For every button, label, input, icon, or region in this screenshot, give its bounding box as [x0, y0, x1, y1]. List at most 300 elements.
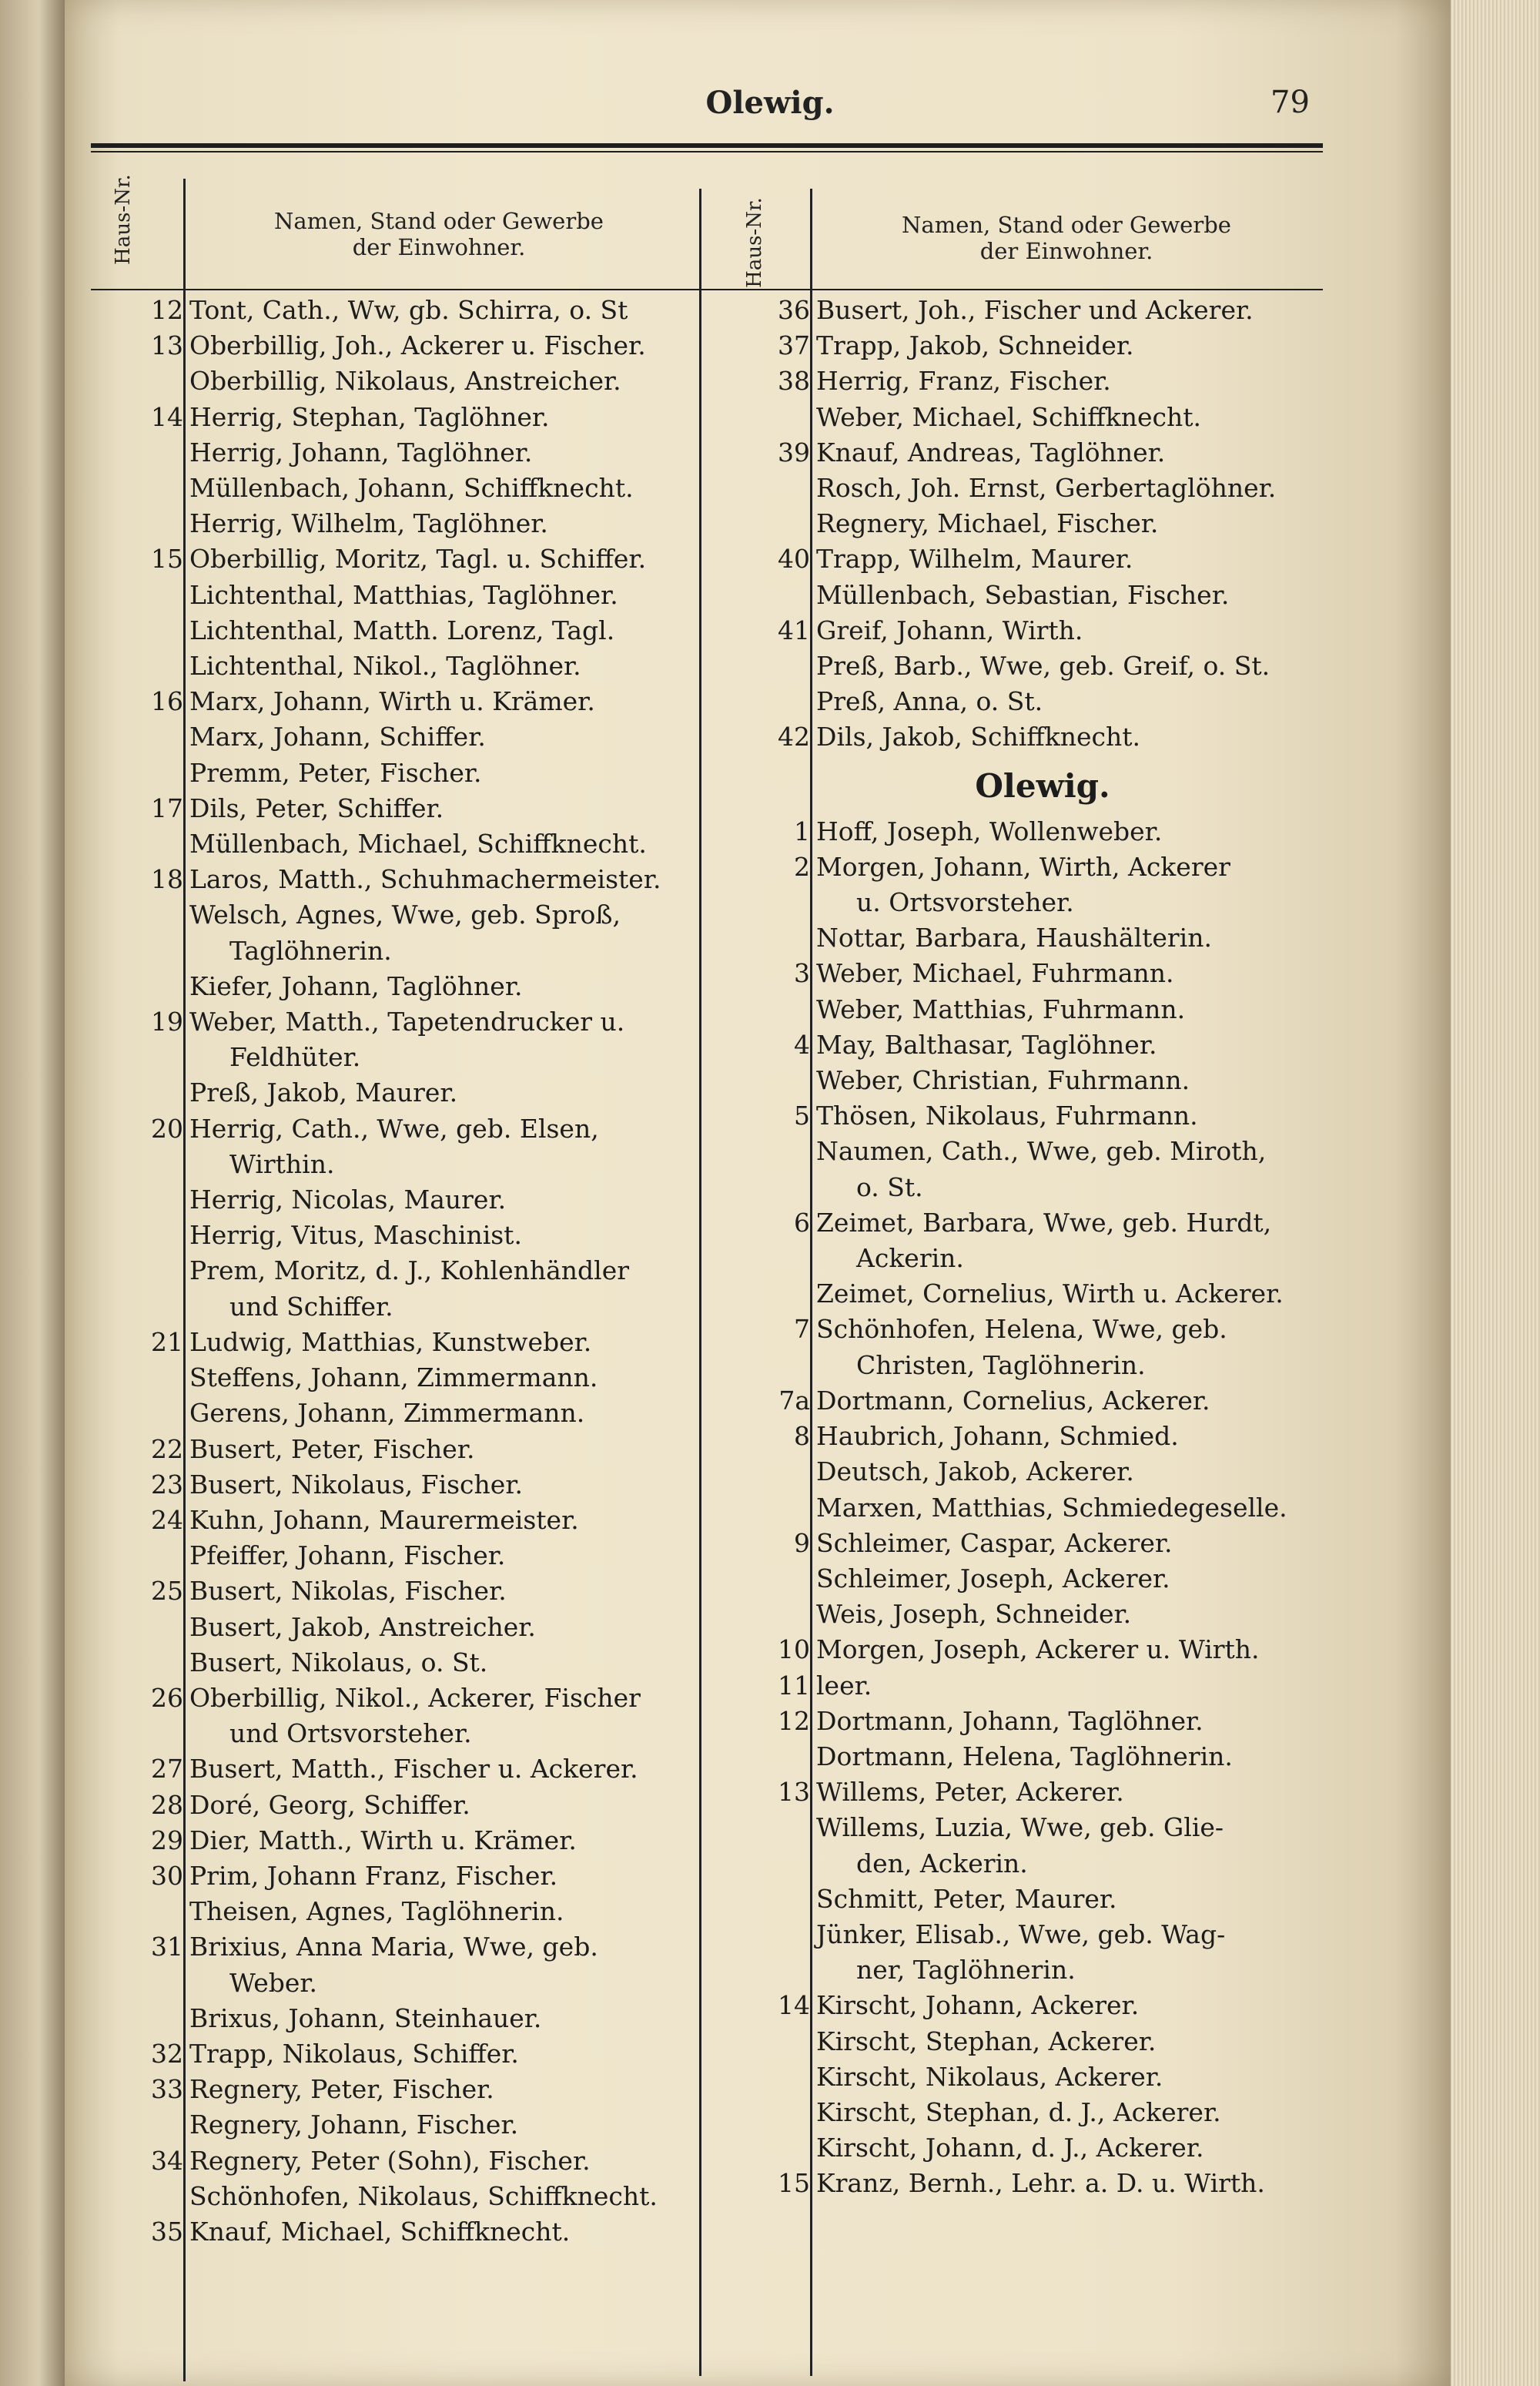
resident-text: Weber, Michael, Fuhrmann.: [816, 958, 1174, 989]
resident-text: Busert, Nikolaus, Fischer.: [189, 1469, 523, 1500]
house-number: [123, 1965, 189, 2001]
house-number: 25: [151, 1576, 183, 1607]
house-number: 19: [151, 1007, 183, 1037]
resident-entry: [123, 826, 708, 862]
resident-entry: [750, 814, 1335, 850]
house-number: [123, 1040, 189, 1075]
resident-entry: [750, 956, 1335, 991]
house-number: [750, 1597, 816, 1632]
house-number: [123, 1538, 189, 1573]
house-number: [750, 1561, 816, 1597]
house-number: [750, 920, 816, 956]
page-stack-edge: [1451, 0, 1540, 2386]
resident-entry: [750, 1526, 1335, 1561]
house-number: [750, 1952, 816, 1988]
house-number: [123, 1396, 189, 1431]
resident-entry: [123, 1075, 708, 1111]
resident-entry: [750, 1988, 1335, 2023]
house-number: [123, 613, 189, 648]
house-number: 39: [778, 437, 810, 467]
resident-entry: [123, 293, 708, 328]
resident-entry: [750, 1063, 1335, 1098]
resident-text: Rosch, Joh. Ernst, Gerbertaglöhner.: [816, 473, 1277, 504]
resident-text: Regnery, Johann, Fischer.: [189, 2110, 519, 2140]
resident-entry: [750, 1846, 1335, 1882]
resident-text: Gerens, Johann, Zimmermann.: [189, 1398, 585, 1429]
house-number: [750, 1134, 816, 1169]
column-header-rule: [91, 289, 1323, 290]
resident-text: Trapp, Wilhelm, Maurer.: [816, 544, 1133, 575]
resident-text: Weber, Michael, Schiffknecht.: [816, 401, 1201, 432]
house-number: [750, 1846, 816, 1882]
resident-text: Herrig, Vitus, Maschinist.: [189, 1220, 522, 1251]
resident-entry: [750, 2024, 1335, 2059]
resident-entry: [123, 2143, 708, 2179]
resident-text: o. St.: [856, 1171, 923, 1202]
resident-text: Busert, Joh., Fischer und Ackerer.: [816, 295, 1254, 325]
resident-text: Steffens, Johann, Zimmermann.: [189, 1362, 598, 1393]
house-number: 27: [151, 1754, 183, 1784]
house-number: 38: [778, 366, 810, 397]
house-number: [123, 1716, 189, 1751]
resident-entry: [750, 1205, 1335, 1241]
resident-entry: [123, 897, 708, 933]
resident-entry: [750, 1098, 1335, 1134]
resident-entry: [750, 648, 1335, 684]
house-number: [123, 756, 189, 791]
resident-entry: [750, 1419, 1335, 1454]
resident-text: Busert, Matth., Fischer u. Ackerer.: [189, 1754, 638, 1784]
resident-text: Lichtenthal, Nikol., Taglöhner.: [189, 651, 581, 682]
house-number: 22: [151, 1433, 183, 1464]
house-number: 34: [151, 2145, 183, 2176]
house-number: [750, 506, 816, 541]
resident-entry: [123, 1823, 708, 1858]
resident-entry: [123, 578, 708, 613]
page-number: 79: [1270, 85, 1310, 120]
resident-text: Schönhofen, Helena, Wwe, geb.: [816, 1314, 1227, 1345]
house-number: 14: [151, 401, 183, 432]
house-number: 33: [151, 2074, 183, 2105]
resident-text: Herrig, Stephan, Taglöhner.: [189, 401, 550, 432]
resident-entry: [123, 1325, 708, 1360]
resident-text: Jünker, Elisab., Wwe, geb. Wag-: [816, 1919, 1226, 1949]
resident-entry: [123, 684, 708, 719]
resident-entry: [750, 293, 1335, 328]
left-column: [123, 293, 708, 2250]
house-number: [123, 1289, 189, 1325]
resident-text: Busert, Peter, Fischer.: [189, 1433, 475, 1464]
house-number: 2: [794, 851, 810, 882]
resident-entry: [750, 506, 1335, 541]
house-number: [123, 826, 189, 862]
resident-entry: [750, 2059, 1335, 2095]
resident-entry: [123, 2107, 708, 2143]
house-number: [123, 719, 189, 755]
resident-entry: [123, 2214, 708, 2250]
house-number: [750, 1882, 816, 1917]
resident-text: Marx, Johann, Wirth u. Krämer.: [189, 686, 595, 717]
resident-entry: [750, 1774, 1335, 1810]
house-number: 3: [794, 958, 810, 989]
resident-text: Schmitt, Peter, Maurer.: [816, 1883, 1117, 1914]
right-column: [750, 293, 1335, 2202]
resident-text: Weber, Christian, Fuhrmann.: [816, 1065, 1190, 1096]
resident-entry: [123, 400, 708, 435]
resident-text: Kirscht, Nikolaus, Ackerer.: [816, 2061, 1163, 2092]
resident-entry: [123, 2036, 708, 2072]
resident-entry: [123, 1681, 708, 1716]
resident-entry: [123, 1894, 708, 1929]
resident-text: Willems, Peter, Ackerer.: [816, 1777, 1124, 1808]
resident-entry: [123, 1432, 708, 1467]
resident-text: Dortmann, Johann, Taglöhner.: [816, 1705, 1204, 1736]
resident-entry: [123, 1253, 708, 1289]
resident-text: Herrig, Franz, Fischer.: [816, 366, 1111, 397]
resident-entry: [750, 328, 1335, 364]
resident-text: Willems, Luzia, Wwe, geb. Glie-: [816, 1812, 1224, 1843]
resident-entry: [750, 1490, 1335, 1526]
resident-text: und Ortsvorsteher.: [229, 1718, 472, 1749]
house-number: 20: [151, 1113, 183, 1144]
house-number: 16: [151, 686, 183, 717]
house-number: 41: [778, 615, 810, 645]
right-entries-part1: [750, 293, 1335, 756]
resident-entry: [750, 1917, 1335, 1952]
adjacent-page-edge: [0, 0, 65, 2386]
resident-entry: [750, 1027, 1335, 1063]
resident-entry: [750, 1383, 1335, 1419]
resident-entry: [750, 1704, 1335, 1739]
house-number: 14: [778, 1990, 810, 2021]
resident-text: Herrig, Nicolas, Maurer.: [189, 1185, 507, 1215]
resident-entry: [750, 613, 1335, 648]
resident-entry: [750, 364, 1335, 399]
resident-text: Kiefer, Johann, Taglöhner.: [189, 970, 523, 1001]
resident-text: Feldhüter.: [229, 1042, 361, 1073]
house-number: 32: [151, 2038, 183, 2069]
resident-entry: [750, 541, 1335, 577]
names-header-left-line2: der Einwohner.: [352, 234, 526, 260]
house-number: 7a: [778, 1385, 810, 1416]
resident-text: Kuhn, Johann, Maurermeister.: [189, 1504, 579, 1535]
house-number: 35: [151, 2216, 183, 2247]
resident-text: Zeimet, Cornelius, Wirth u. Ackerer.: [816, 1278, 1284, 1309]
house-number: [123, 648, 189, 684]
house-number: 11: [778, 1670, 810, 1701]
resident-text: Morgen, Johann, Wirth, Ackerer: [816, 851, 1230, 882]
resident-entry: [123, 471, 708, 506]
resident-text: Greif, Johann, Wirth.: [816, 615, 1083, 645]
resident-text: Herrig, Wilhelm, Taglöhner.: [189, 508, 548, 539]
house-number: [750, 2130, 816, 2166]
resident-text: Busert, Nikolaus, o. St.: [189, 1647, 488, 1677]
resident-entry: [123, 1289, 708, 1325]
house-number: [750, 2095, 816, 2130]
resident-text: Kirscht, Stephan, Ackerer.: [816, 2026, 1157, 2056]
resident-text: Brixus, Johann, Steinhauer.: [189, 2002, 542, 2033]
house-number: [123, 1360, 189, 1396]
house-number: 12: [151, 295, 183, 325]
house-number: [123, 1894, 189, 1929]
resident-text: Tont, Cath., Ww, gb. Schirra, o. St: [189, 295, 628, 325]
resident-entry: [750, 400, 1335, 435]
resident-entry: [123, 506, 708, 541]
house-number: [123, 1610, 189, 1645]
resident-text: Kirscht, Stephan, d. J., Ackerer.: [816, 2096, 1221, 2127]
resident-text: Herrig, Johann, Taglöhner.: [189, 437, 533, 467]
resident-entry: [750, 578, 1335, 613]
resident-entry: [123, 1610, 708, 1645]
resident-text: Müllenbach, Sebastian, Fischer.: [816, 579, 1230, 610]
resident-text: Preß, Barb., Wwe, geb. Greif, o. St.: [816, 651, 1270, 682]
resident-text: Dortmann, Cornelius, Ackerer.: [816, 1385, 1210, 1416]
resident-text: Trapp, Jakob, Schneider.: [816, 330, 1134, 361]
resident-entry: [750, 885, 1335, 920]
resident-entry: [750, 850, 1335, 885]
house-number: [750, 1917, 816, 1952]
resident-entry: [123, 364, 708, 399]
house-number: 1: [794, 816, 810, 846]
resident-text: Marx, Johann, Schiffer.: [189, 722, 486, 752]
house-number: [123, 2179, 189, 2214]
resident-text: Wirthin.: [229, 1148, 335, 1179]
resident-text: Welsch, Agnes, Wwe, geb. Sproß,: [189, 900, 621, 930]
resident-entry: [750, 1810, 1335, 1845]
resident-entry: [123, 1111, 708, 1147]
resident-entry: [123, 648, 708, 684]
resident-text: Weber.: [229, 1967, 318, 1998]
resident-entry: [123, 756, 708, 791]
resident-text: Oberbillig, Joh., Ackerer u. Fischer.: [189, 330, 646, 361]
resident-entry: [750, 719, 1335, 755]
resident-text: Oberbillig, Nikolaus, Anstreicher.: [189, 366, 621, 397]
house-number: [123, 1182, 189, 1218]
resident-text: Regnery, Peter, Fischer.: [189, 2074, 494, 2105]
resident-entry: [123, 1788, 708, 1823]
resident-entry: [123, 1503, 708, 1538]
house-number: 10: [778, 1634, 810, 1665]
resident-text: Oberbillig, Nikol., Ackerer, Fischer: [189, 1682, 641, 1713]
resident-entry: [123, 969, 708, 1004]
resident-text: Schönhofen, Nikolaus, Schiffknecht.: [189, 2180, 658, 2211]
resident-entry: [750, 1882, 1335, 1917]
resident-entry: [123, 1396, 708, 1431]
resident-text: Weber, Matthias, Fuhrmann.: [816, 994, 1186, 1024]
resident-text: Weis, Joseph, Schneider.: [816, 1599, 1132, 1630]
house-number: [750, 648, 816, 684]
resident-text: Premm, Peter, Fischer.: [189, 757, 482, 788]
resident-text: u. Ortsvorsteher.: [856, 887, 1074, 918]
resident-entry: [123, 862, 708, 897]
resident-text: Hoff, Joseph, Wollenweber.: [816, 816, 1163, 846]
house-number: 12: [778, 1705, 810, 1736]
resident-text: Prim, Johann Franz, Fischer.: [189, 1860, 558, 1891]
house-number: [123, 2001, 189, 2036]
resident-entry: [750, 920, 1335, 956]
house-number: [750, 1063, 816, 1098]
resident-text: Christen, Taglöhnerin.: [856, 1349, 1146, 1380]
resident-text: Trapp, Nikolaus, Schiffer.: [189, 2038, 519, 2069]
house-number: [123, 897, 189, 933]
names-header-right-line2: der Einwohner.: [979, 238, 1153, 264]
header-rule-thick: [91, 143, 1323, 148]
house-number: [123, 364, 189, 399]
resident-entry: [750, 2095, 1335, 2130]
house-number: 21: [151, 1326, 183, 1357]
house-number: [750, 684, 816, 719]
house-number: [123, 435, 189, 471]
resident-entry: [750, 1276, 1335, 1312]
house-number: 8: [794, 1421, 810, 1452]
resident-entry: [123, 719, 708, 755]
names-header-left-line1: Namen, Stand oder Gewerbe: [274, 208, 604, 234]
house-number: 13: [151, 330, 183, 361]
resident-text: Deutsch, Jakob, Ackerer.: [816, 1456, 1134, 1487]
resident-text: Nottar, Barbara, Haushälterin.: [816, 923, 1212, 953]
resident-text: Haubrich, Johann, Schmied.: [816, 1421, 1179, 1452]
resident-text: Regnery, Peter (Sohn), Fischer.: [189, 2145, 591, 2176]
house-number: 13: [778, 1777, 810, 1808]
resident-entry: [123, 1858, 708, 1894]
resident-entry: [123, 1751, 708, 1787]
resident-entry: [750, 1312, 1335, 1347]
house-number: 5: [794, 1101, 810, 1131]
resident-text: und Schiffer.: [229, 1291, 393, 1322]
resident-text: Preß, Anna, o. St.: [816, 686, 1043, 717]
resident-entry: [123, 2072, 708, 2107]
house-number: 4: [794, 1029, 810, 1060]
resident-entry: [123, 1004, 708, 1040]
hausnr-header-left: Haus-Nr.: [112, 174, 135, 265]
resident-text: Kirscht, Johann, d. J., Ackerer.: [816, 2133, 1204, 2163]
resident-entry: [123, 435, 708, 471]
resident-entry: [750, 435, 1335, 471]
resident-text: Dils, Jakob, Schiffknecht.: [816, 722, 1140, 752]
resident-entry: [750, 1632, 1335, 1667]
house-number: [123, 1253, 189, 1289]
resident-entry: [750, 992, 1335, 1027]
house-number: 37: [778, 330, 810, 361]
resident-text: Schleimer, Caspar, Ackerer.: [816, 1527, 1173, 1558]
house-number: [750, 1454, 816, 1490]
resident-entry: [123, 1147, 708, 1182]
house-number: [750, 1348, 816, 1383]
house-number: [123, 1075, 189, 1111]
house-number: 15: [778, 2168, 810, 2199]
resident-entry: [123, 1182, 708, 1218]
resident-text: Pfeiffer, Johann, Fischer.: [189, 1540, 506, 1571]
resident-text: Oberbillig, Moritz, Tagl. u. Schiffer.: [189, 544, 647, 575]
resident-text: Laros, Matth., Schuhmachermeister.: [189, 864, 661, 895]
resident-entry: [123, 1929, 708, 1965]
house-number: 26: [151, 1682, 183, 1713]
resident-entry: [750, 2166, 1335, 2201]
resident-entry: [750, 1952, 1335, 1988]
house-number: [123, 578, 189, 613]
resident-entry: [123, 1218, 708, 1253]
resident-text: Theisen, Agnes, Taglöhnerin.: [189, 1896, 564, 1927]
resident-text: Morgen, Joseph, Ackerer u. Wirth.: [816, 1634, 1260, 1665]
resident-text: Lichtenthal, Matthias, Taglöhner.: [189, 579, 618, 610]
house-number: 15: [151, 544, 183, 575]
resident-entry: [123, 933, 708, 969]
resident-text: Regnery, Michael, Fischer.: [816, 508, 1159, 539]
house-number: 30: [151, 1860, 183, 1891]
resident-text: Busert, Jakob, Anstreicher.: [189, 1611, 536, 1642]
resident-text: Müllenbach, Michael, Schiffknecht.: [189, 829, 647, 860]
resident-text: May, Balthasar, Taglöhner.: [816, 1029, 1157, 1060]
resident-text: Ludwig, Matthias, Kunstweber.: [189, 1326, 592, 1357]
resident-text: Thösen, Nikolaus, Fuhrmann.: [816, 1101, 1198, 1131]
house-number: [750, 578, 816, 613]
house-number: 42: [778, 722, 810, 752]
names-header-left: [189, 208, 689, 260]
resident-text: Herrig, Cath., Wwe, geb. Elsen,: [189, 1113, 599, 1144]
house-number: [750, 1241, 816, 1276]
house-number: [123, 969, 189, 1004]
resident-entry: [123, 1360, 708, 1396]
house-number: [123, 2107, 189, 2143]
section-title: Olewig.: [975, 766, 1110, 805]
resident-text: Kranz, Bernh., Lehr. a. D. u. Wirth.: [816, 2168, 1265, 2199]
resident-text: Busert, Nikolas, Fischer.: [189, 1576, 507, 1607]
resident-text: Dier, Matth., Wirth u. Krämer.: [189, 1825, 577, 1855]
resident-entry: [123, 541, 708, 577]
house-number: [750, 885, 816, 920]
house-number: [750, 471, 816, 506]
resident-entry: [123, 1716, 708, 1751]
resident-text: Preß, Jakob, Maurer.: [189, 1077, 458, 1108]
house-number: [123, 1645, 189, 1681]
resident-text: Prem, Moritz, d. J., Kohlenhändler: [189, 1255, 630, 1286]
resident-text: Doré, Georg, Schiffer.: [189, 1789, 470, 1820]
right-entries-part2: [750, 814, 1335, 2202]
resident-entry: [750, 1170, 1335, 1205]
resident-entry: [123, 1538, 708, 1573]
resident-text: den, Ackerin.: [856, 1848, 1028, 1878]
house-number: [750, 1810, 816, 1845]
resident-entry: [750, 2130, 1335, 2166]
resident-entry: [123, 1645, 708, 1681]
resident-text: Lichtenthal, Matth. Lorenz, Tagl.: [189, 615, 615, 645]
house-number: 24: [151, 1504, 183, 1535]
header-rule-thin: [91, 151, 1323, 152]
resident-text: Brixius, Anna Maria, Wwe, geb.: [189, 1932, 598, 1962]
house-number: 23: [151, 1469, 183, 1500]
resident-text: Knauf, Andreas, Taglöhner.: [816, 437, 1166, 467]
resident-text: leer.: [816, 1670, 872, 1701]
house-number: 6: [794, 1207, 810, 1238]
resident-entry: [750, 471, 1335, 506]
house-number: 40: [778, 544, 810, 575]
house-number: [750, 1170, 816, 1205]
resident-text: ner, Taglöhnerin.: [856, 1955, 1076, 1986]
names-header-right: [816, 212, 1317, 264]
house-number: 31: [151, 1932, 183, 1962]
house-number: [750, 400, 816, 435]
house-number: [123, 933, 189, 969]
house-number: [750, 1739, 816, 1774]
resident-text: Zeimet, Barbara, Wwe, geb. Hurdt,: [816, 1207, 1272, 1238]
house-number: [750, 1276, 816, 1312]
resident-entry: [123, 328, 708, 364]
house-number: 9: [794, 1527, 810, 1558]
resident-text: Naumen, Cath., Wwe, geb. Miroth,: [816, 1136, 1267, 1167]
resident-text: Taglöhnerin.: [229, 935, 392, 966]
resident-entry: [123, 1573, 708, 1609]
running-header-title: Olewig.: [705, 85, 835, 121]
